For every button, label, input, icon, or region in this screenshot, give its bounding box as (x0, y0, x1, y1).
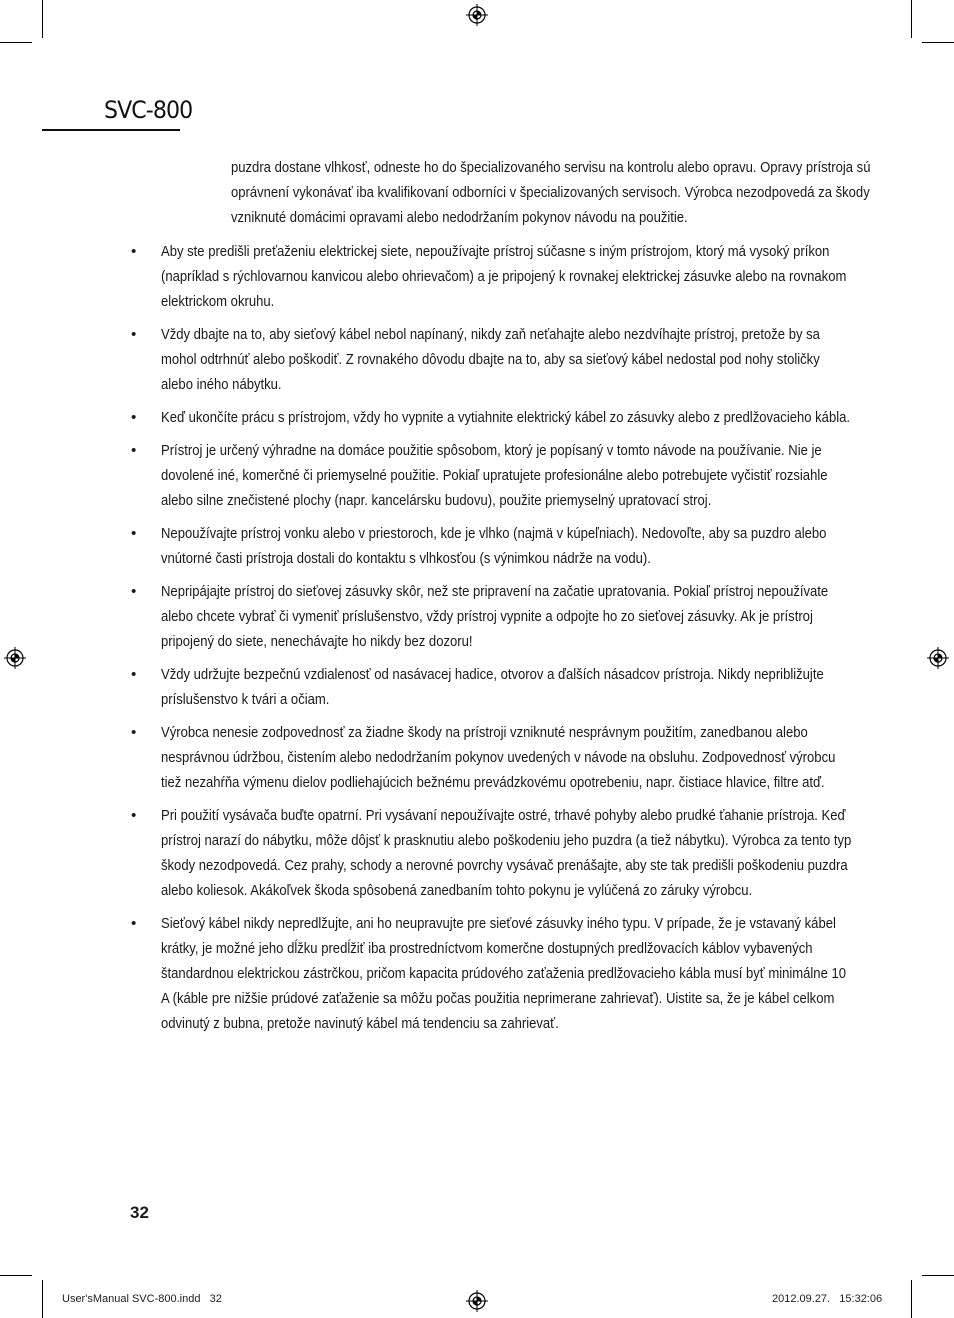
list-item-text: Aby ste predišli preťaženiu elektrickej siete, nepoužívajte prístroj súčasne s iným prístrojom, ktorý má vysoký príkon (napríklad s rýchlovarnou kanvicou alebo ohrievačom) a je pripojený k rovnakej elektrickej zásuvke alebo na rovnakom elektrickom okruhu. (161, 243, 847, 310)
bullet-icon: • (131, 583, 137, 600)
registration-mark-bottom-icon (466, 1290, 488, 1312)
list-item (0, 405, 954, 430)
safety-instructions-list (0, 239, 954, 1036)
list-item-text: Výrobca nenesie zodpovednosť za žiadne škody na prístroji vzniknuté nesprávnym použitím, zanedbanou alebo nesprávnou údržbou, čistením alebo nedodržaním pokynov uvedených v návode na obsluhu. Zodpovednosť výrobcu tiež nezahŕňa výmenu dielov podliehajúcich bežnému prevádzkovému opotrebeniu, napr. čistiace hlavice, filtre atď. (161, 724, 836, 791)
page-number: 32 (130, 1203, 149, 1222)
bullet-icon: • (131, 442, 137, 459)
bullet-icon: • (131, 409, 137, 426)
bullet-icon: • (131, 666, 137, 683)
list-item-text: Prístroj je určený výhradne na domáce použitie spôsobom, ktorý je popísaný v tomto návode na používanie. Nie je dovolené iné, komerčné či priemyselné použitie. Pokiaľ upratujete profesionálne alebo potrebujete vyčistiť rozsiahle alebo silne znečistené plochy (napr. kancelársku budovu), použite priemyselný upratovací stroj. (161, 442, 828, 509)
page-content (0, 155, 954, 1044)
list-item (0, 662, 954, 712)
list-item-text: Vždy dbajte na to, aby sieťový kábel nebol napínaný, nikdy zaň neťahajte alebo nezdvíhajte prístroj, pretože by sa mohol odtrhnúť alebo poškodiť. Z rovnakého dôvodu dbajte na to, aby sa sieťový kábel nedostal pod nohy stoličky alebo iného nábytku. (161, 326, 820, 393)
crop-mark-top-right-vertical (911, 0, 912, 38)
bullet-icon: • (131, 243, 137, 260)
crop-mark-top-right-horizontal (922, 42, 954, 43)
list-item (0, 521, 954, 571)
crop-mark-top-left-horizontal (0, 42, 32, 43)
list-item (0, 579, 954, 654)
header-rule (42, 129, 180, 131)
list-item (0, 803, 954, 903)
bullet-icon: • (131, 525, 137, 542)
bullet-icon: • (131, 915, 137, 932)
list-item (0, 322, 954, 397)
crop-mark-bottom-right-vertical (911, 1280, 912, 1318)
list-item-text: Nepripájajte prístroj do sieťovej zásuvky skôr, než ste pripravení na začatie upratovania. Pokiaľ prístroj nepoužívate alebo chcete vybrať či vymeniť príslušenstvo, vždy prístroj vypnite a odpojte ho zo sieťovej zásuvky. Ak je prístroj pripojený do siete, nenechávajte ho nikdy bez dozoru! (161, 583, 829, 650)
list-item-text: Vždy udržujte bezpečnú vzdialenosť od nasávacej hadice, otvorov a ďalších násadcov prístroja. Nikdy nepribližujte príslušenstvo k tvári a očiam. (161, 666, 824, 708)
crop-mark-bottom-left-horizontal (0, 1275, 32, 1276)
list-item (0, 438, 954, 513)
registration-mark-top-icon (466, 4, 488, 26)
list-item-text: Nepoužívajte prístroj vonku alebo v priestoroch, kde je vlhko (najmä v kúpeľniach). Nedovoľte, aby sa puzdro alebo vnútorné časti prístroja dostali do kontaktu s vlhkosťou (s výnimkou nádrže na vodu). (161, 525, 827, 567)
list-item (0, 720, 954, 795)
list-item-text: Keď ukončíte prácu s prístrojom, vždy ho vypnite a vytiahnite elektrický kábel zo zásuvky alebo z predlžovacieho kábla. (161, 409, 851, 426)
bullet-icon: • (131, 724, 137, 741)
slug-file-info: User'sManual SVC-800.indd 32 (62, 1293, 222, 1305)
list-item (0, 239, 954, 314)
bullet-icon: • (131, 326, 137, 343)
crop-mark-bottom-right-horizontal (922, 1275, 954, 1276)
continuation-paragraph: puzdra dostane vlhkosť, odneste ho do špecializovaného servisu na kontrolu alebo opravu. Opravy prístroja sú oprávnení vykonávať iba kvalifikovaní odborníci v špecializovaných servisoch. Výrobca nezodpovedá za škody vzniknuté domácimi opravami alebo nedodržaním pokynov návodu na použitie. (231, 159, 871, 226)
bullet-icon: • (131, 807, 137, 824)
list-item-text: Sieťový kábel nikdy nepredlžujte, ani ho neupravujte pre sieťové zásuvky iného typu. V prípade, že je vstavaný kábel krátky, je možné jeho dĺžku predĺžiť iba prostredníctvom komerčne dostupných predlžovacích káblov vybavených štandardnou elektrickou zástrčkou, pričom kapacita prúdového zaťaženia predlžovacieho kábla musí byť minimálne 10 A (káble pre nižšie prúdové zaťaženie sa môžu počas použitia neprimerane zahrievať). Uistite sa, že je kábel celkom odvinutý z bubna, pretože navinutý kábel má tendenciu sa zahrievať. (161, 915, 847, 1032)
crop-mark-top-left-vertical (42, 0, 43, 38)
list-item (0, 911, 954, 1036)
crop-mark-bottom-left-vertical (42, 1280, 43, 1318)
model-title: SVC-800 (104, 96, 193, 124)
slug-date-info: 2012.09.27. 15:32:06 (772, 1293, 883, 1305)
list-item-text: Pri použití vysávača buďte opatrní. Pri vysávaní nepoužívajte ostré, trhavé pohyby alebo prudké ťahanie prístroja. Keď prístroj narazí do nábytku, môže dôjsť k prasknutiu alebo poškodeniu jeho puzdra (a tiež nábytku). Výrobca za tento typ škody nezodpovedá. Cez prahy, schody a nerovné povrchy vysávač prenášajte, aby ste tak predišli poškodeniu puzdra alebo koliesok. Akákoľvek škoda spôsobená zanedbaním tohto pokynu je vylúčená zo záruky výrobcu. (161, 807, 852, 899)
